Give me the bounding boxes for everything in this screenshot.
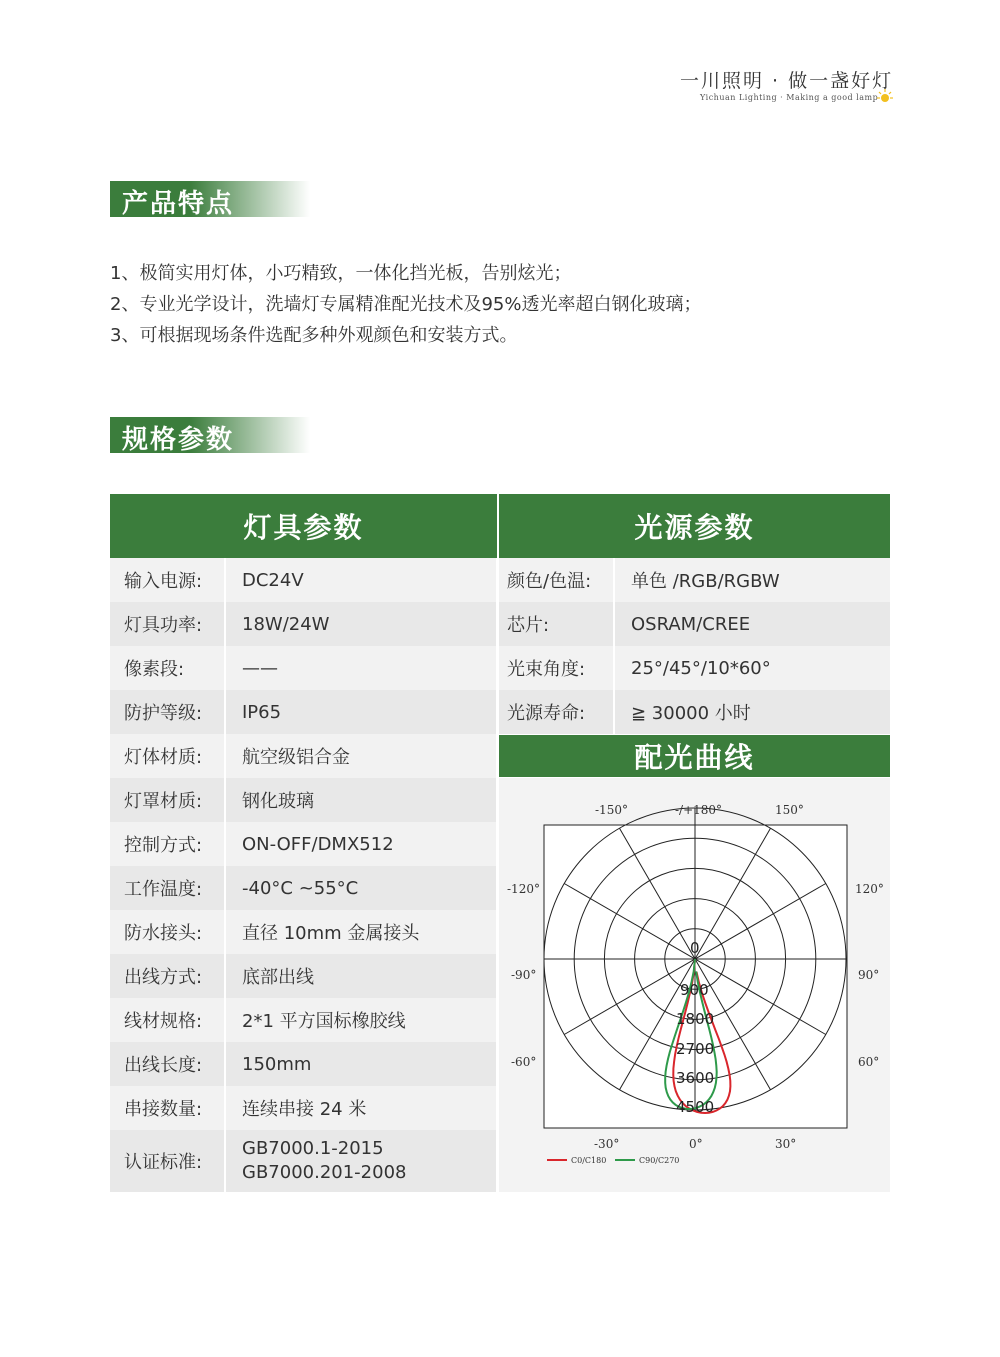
row-label: 输入电源: [110,558,224,602]
row-label: 颜色/色温: [499,558,613,602]
table-row [110,866,497,910]
table-row [110,1042,497,1086]
table-row [110,1130,497,1192]
row-label: 防水接头: [110,910,224,954]
row-value: OSRAM/CREE [615,602,890,646]
row-label: 出线方式: [110,954,224,998]
table-row [110,998,497,1042]
radial-label: 3600 [676,1069,715,1087]
angle-label: -30° [594,1137,620,1151]
row-value: ON-OFF/DMX512 [226,822,496,866]
angle-label: -150° [595,803,628,817]
row-label: 芯片: [499,602,613,646]
row-label: 出线长度: [110,1042,224,1086]
row-value: 钢化玻璃 [226,778,496,822]
row-label: 认证标准: [110,1130,224,1192]
features-section-heading [110,181,310,217]
row-value: 18W/24W [226,602,496,646]
row-value: -40°C ~55°C [226,866,496,910]
feature-item: 3、可根据现场条件选配多种外观颜色和安装方式。 [110,325,518,346]
row-label: 线材规格: [110,998,224,1042]
cert-standard: GB7000.201-2008 [242,1162,407,1183]
row-value: 航空级铝合金 [226,734,496,778]
brand-tagline: Yichuan Lighting · Making a good lamp [700,93,879,102]
radial-label: 0 [690,939,700,957]
luminaire-params-header: 灯具参数 [110,494,497,558]
radial-label: 4500 [676,1098,715,1116]
row-value: DC24V [226,558,496,602]
light-distribution-chart [499,778,890,1192]
table-row [110,778,497,822]
angle-label: 0° [689,1137,703,1151]
row-label: 光束角度: [499,646,613,690]
features-title: 产品特点 [122,189,235,219]
row-value: 2*1 平方国标橡胶线 [226,998,496,1042]
polar-chart-svg [499,778,890,1192]
angle-label: -60° [511,1055,537,1069]
row-value: IP65 [226,690,496,734]
angle-label: -/+180° [675,803,723,817]
radial-label: 1800 [676,1010,715,1028]
brand-name: 一川照明 · 做一盏好灯 [680,70,894,92]
row-value: 底部出线 [226,954,496,998]
light-source-params-header: 光源参数 [499,494,890,558]
row-label: 串接数量: [110,1086,224,1130]
row-label: 像素段: [110,646,224,690]
angle-label: 60° [858,1055,880,1069]
brand-header [680,62,900,112]
table-row [110,1086,497,1130]
row-value: —— [226,646,496,690]
row-value [226,1130,496,1192]
table-row [110,558,890,602]
feature-item: 2、专业光学设计，洗墙灯专属精准配光技术及95%透光率超白钢化玻璃； [110,294,702,315]
radial-label: 2700 [676,1040,715,1058]
row-label: 控制方式: [110,822,224,866]
table-row [110,646,890,690]
specs-section-heading [110,417,310,453]
table-row [110,602,890,646]
row-label: 光源寿命: [499,690,613,734]
features-list [110,258,701,351]
row-value: 150mm [226,1042,496,1086]
specs-title: 规格参数 [122,425,235,455]
row-label: 防护等级: [110,690,224,734]
angle-label: 30° [775,1137,797,1151]
angle-label: 90° [858,968,880,982]
row-value: 25°/45°/10*60° [615,646,890,690]
angle-label: 150° [775,803,804,817]
radial-label: 900 [680,981,709,999]
row-label: 灯体材质: [110,734,224,778]
table-row [110,910,497,954]
table-row [110,734,497,778]
row-value: 单色 /RGB/RGBW [615,558,890,602]
bulb-icon [876,88,894,106]
legend-label: C0/C180 [571,1156,607,1165]
table-row [110,690,890,734]
angle-label: -90° [511,968,537,982]
table-row [110,822,497,866]
cert-standard: GB7000.1-2015 [242,1138,384,1159]
row-label: 灯具功率: [110,602,224,646]
row-value: 直径 10mm 金属接头 [226,910,496,954]
row-value: 连续串接 24 米 [226,1086,496,1130]
table-row [110,954,497,998]
row-label: 灯罩材质: [110,778,224,822]
legend-label: C90/C270 [639,1156,680,1165]
row-label: 工作温度: [110,866,224,910]
angle-label: -120° [507,882,540,896]
light-distribution-header: 配光曲线 [499,735,890,777]
feature-item: 1、极简实用灯体，小巧精致，一体化挡光板，告别炫光； [110,263,572,284]
row-value: ≧ 30000 小时 [615,690,890,734]
angle-label: 120° [855,882,884,896]
